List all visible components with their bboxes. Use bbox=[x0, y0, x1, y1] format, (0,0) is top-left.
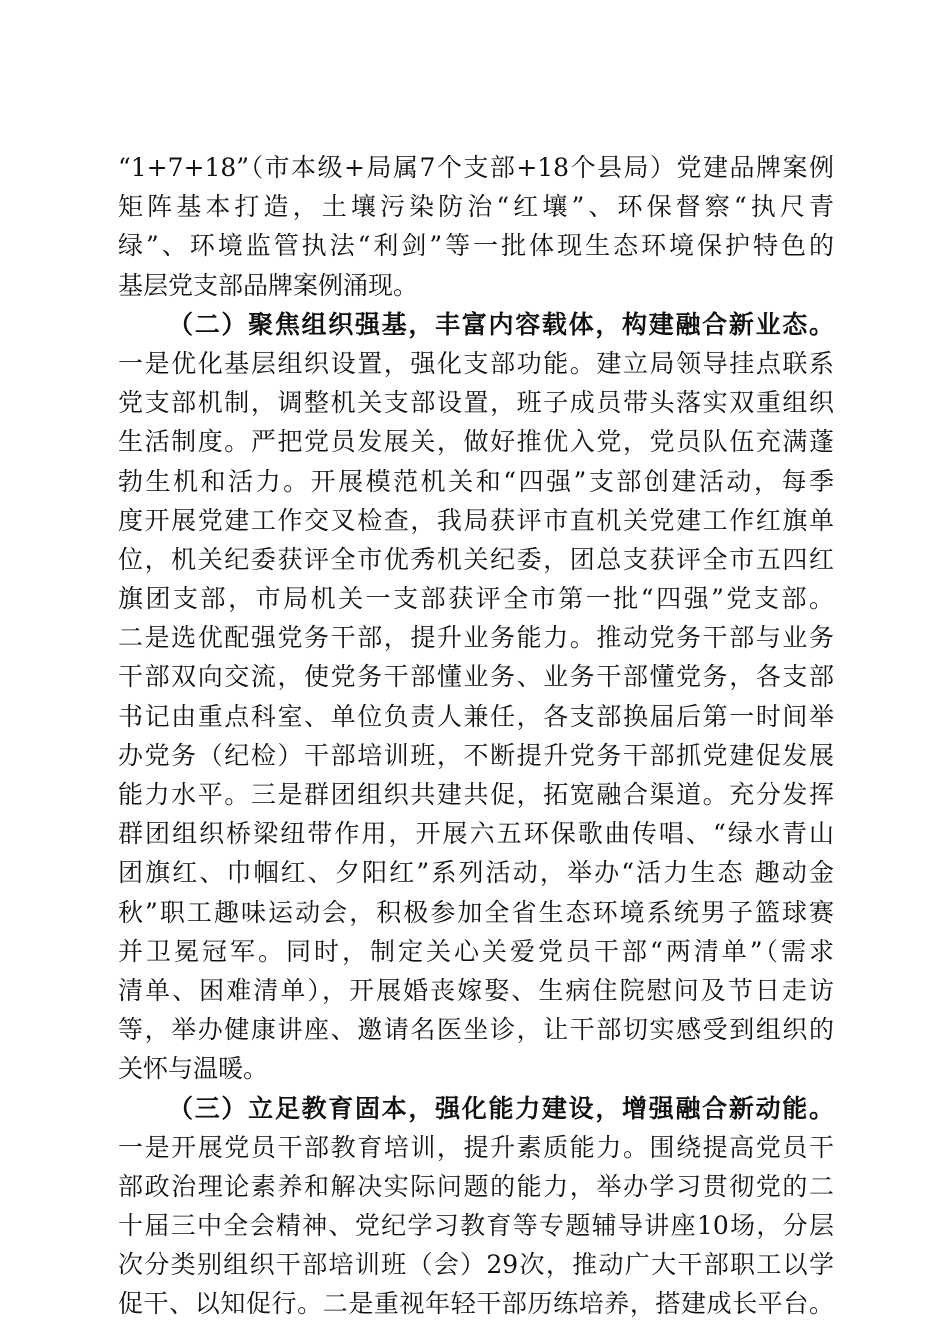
text-line: 干部双向交流，使党务干部懂业务、业务干部懂党务，各支部 bbox=[118, 662, 834, 692]
text-line: 位，机关纪委获评全市优秀机关纪委，团总支获评全市五四红 bbox=[118, 544, 834, 574]
text-line: 绿”、环境监管执法“利剑”等一批体现生态环境保护特色的 bbox=[118, 231, 834, 261]
text-line: 旗团支部，市局机关一支部获评全市第一批“四强”党支部。 bbox=[118, 584, 834, 614]
text-line: 二是选优配强党务干部，提升业务能力。推动党务干部与业务 bbox=[118, 623, 834, 653]
text-line: 次分类别组织干部培训班（会）29次，推动广大干部职工以学 bbox=[118, 1250, 834, 1280]
text-line: 等，举办健康讲座、邀请名医坐诊，让干部切实感受到组织的 bbox=[118, 1015, 834, 1045]
text-line: 关怀与温暖。 bbox=[118, 1054, 269, 1084]
text-line: 勃生机和活力。开展模范机关和“四强”支部创建活动，每季 bbox=[118, 466, 834, 496]
section-heading-2: （二）聚焦组织强基，丰富内容载体，构建融合新业态。 bbox=[168, 309, 834, 339]
text-line: 书记由重点科室、单位负责人兼任，各支部换届后第一时间举 bbox=[118, 701, 834, 731]
text-line: 并卫冕冠军。同时，制定关心关爱党员干部“两清单”（需求 bbox=[118, 936, 834, 966]
section-heading-3: （三）立足教育固本，强化能力建设，增强融合新动能。 bbox=[168, 1093, 834, 1123]
text-line: 办党务（纪检）干部培训班，不断提升党务干部抓党建促发展 bbox=[118, 740, 834, 770]
text-line: 十届三中全会精神、党纪学习教育等专题辅导讲座10场，分层 bbox=[118, 1211, 834, 1241]
text-line: 部政治理论素养和解决实际问题的能力，举办学习贯彻党的二 bbox=[118, 1171, 834, 1201]
text-line: 群团组织桥梁纽带作用，开展六五环保歌曲传唱、“绿水青山 bbox=[118, 819, 834, 849]
text-line: 促干、以知促行。二是重视年轻干部历练培养，搭建成长平台。 bbox=[118, 1289, 834, 1319]
text-line: 基层党支部品牌案例涌现。 bbox=[118, 270, 419, 300]
text-line: 度开展党建工作交叉检查，我局获评市直机关党建工作红旗单 bbox=[118, 505, 834, 535]
text-line: 团旗红、巾帼红、夕阳红”系列活动，举办“活力生态 趣动金 bbox=[118, 858, 834, 888]
text-line: 秋”职工趣味运动会，积极参加全省生态环境系统男子篮球赛 bbox=[118, 897, 834, 927]
text-line: 党支部机制，调整机关支部设置，班子成员带头落实双重组织 bbox=[118, 388, 834, 418]
text-line: 一是优化基层组织设置，强化支部功能。建立局领导挂点联系 bbox=[118, 348, 834, 378]
text-line: 清单、困难清单），开展婚丧嫁娶、生病住院慰问及节日走访 bbox=[118, 975, 834, 1005]
text-line: 生活制度。严把党员发展关，做好推优入党，党员队伍充满蓬 bbox=[118, 427, 834, 457]
text-line: 能力水平。三是群团组织共建共促，拓宽融合渠道。充分发挥 bbox=[118, 780, 834, 809]
text-line: 矩阵基本打造，土壤污染防治“红壤”、环保督察“执尺青 bbox=[118, 192, 834, 222]
text-line: “1+7+18”（市本级+局属7个支部+18个县局）党建品牌案例 bbox=[118, 153, 834, 182]
document-page bbox=[118, 148, 834, 1324]
text-line: 一是开展党员干部教育培训，提升素质能力。围绕提高党员干 bbox=[118, 1132, 834, 1162]
